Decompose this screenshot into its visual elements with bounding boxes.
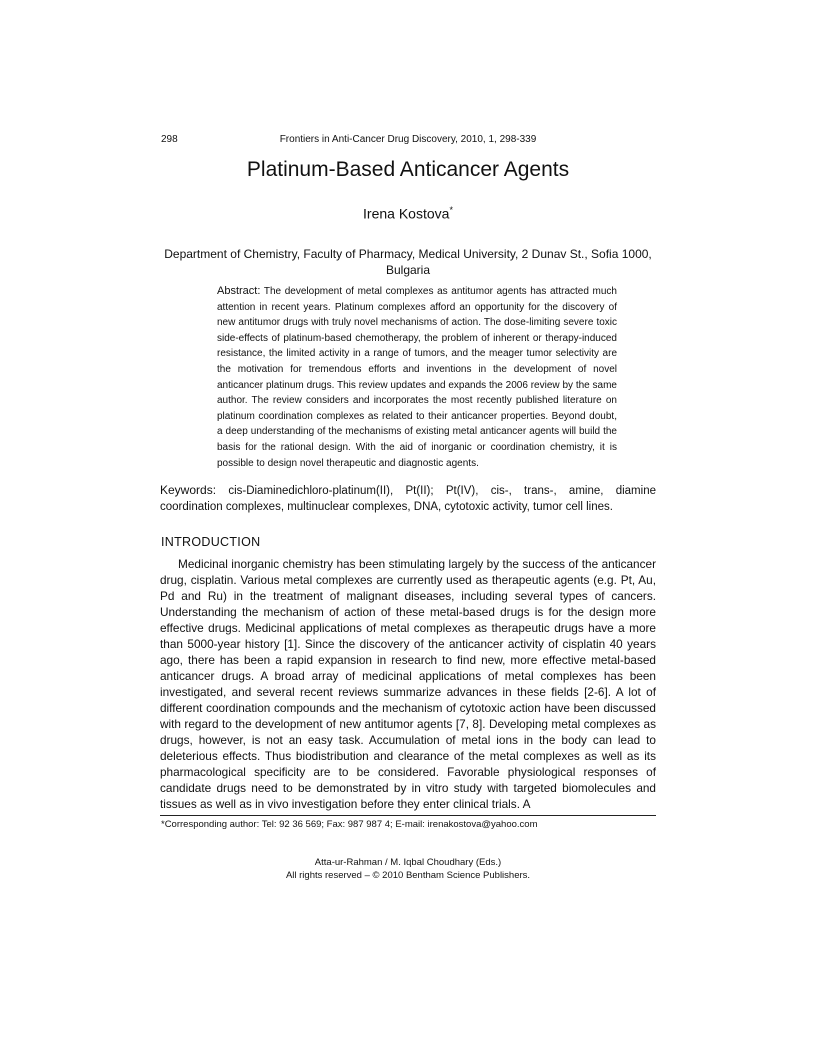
abstract-label: Abstract: <box>217 285 261 297</box>
footnote-divider <box>160 815 656 816</box>
article-title: Platinum-Based Anticancer Agents <box>246 158 570 181</box>
corresponding-author-footnote: *Corresponding author: Tel: 92 36 569; Fax: 987 987 4; E-mail: irenakostova@yahoo.com <box>161 819 538 830</box>
section-heading-introduction: INTRODUCTION <box>161 535 261 549</box>
corresponding-author-mark: * <box>449 205 453 215</box>
abstract-text: The development of metal complexes as antitumor agents has attracted much attention in recent years. Platinum complexes afford an opportunity for the discovery of new antitumor drugs with truly novel mechanisms of action. The dose-limiting severe toxic side-effects of platinum-based chemotherapy, the problem of inherent or therapy-induced resistance, the limited activity in a range of tumors, and the meager tumor selectivity are the motivation for tremendous efforts and inventions in the development of novel anticancer platinum drugs. This review updates and expands the 2006 review by the same author. The review considers and incorporates the most recently published literature on platinum coordination complexes as related to their anticancer properties. Beyond doubt, a deep understanding of the mechanisms of existing metal anticancer agents will build the basis for the rational design. With the aid of inorganic or coordination chemistry, it is possible to design novel therapeutic and diagnostic agents. <box>217 286 617 469</box>
editors-line: Atta-ur-Rahman / M. Iqbal Choudhary (Eds.) <box>314 857 502 868</box>
keywords <box>160 482 656 515</box>
page-number: 298 <box>161 134 178 145</box>
copyright-line: All rights reserved – © 2010 Bentham Science Publishers. <box>285 870 531 881</box>
author-affiliation: Department of Chemistry, Faculty of Pharmacy, Medical University, 2 Dunav St., Sofia 1000, Bulgaria <box>164 247 652 277</box>
journal-running-head: Frontiers in Anti-Cancer Drug Discovery, 2010, 1, 298-339 <box>279 134 537 145</box>
introduction-paragraph: Medicinal inorganic chemistry has been stimulating largely by the success of the anticancer drug, cisplatin. Various metal complexes are currently used as therapeutic agents (e.g. Pt, Au, Pd and Ru) in the treatment of malignant diseases, including several types of cancers. Understanding the mechanism of action of these metal-based drugs is for the design more effective drugs. Medicinal applications of metal complexes as therapeutic drugs have a more than 5000-year history [1]. Since the discovery of the anticancer activity of cisplatin 40 years ago, there has been a rapid expansion in research to find new, more effective metal-based anticancer drugs. A broad array of medicinal applications of metal complexes has been investigated, and several recent reviews summarize advances in these fields [2-6]. A lot of different coordination compounds and the mechanism of cytotoxic action have been discussed with regard to the development of new antitumor agents [7, 8]. Developing metal complexes as drugs, however, is not an easy task. Accumulation of metal ions in the body can lead to deleterious effects. Thus biodistribution and clearance of the metal complexes as well as its pharmacological specificity are to be considered. Favorable physiological responses of candidate drugs need to be demonstrated by in vitro study with targeted biomolecules and tissues as well as in vivo investigation before they enter clinical trials. A <box>160 557 656 811</box>
keywords-text: cis-Diaminedichloro-platinum(II), Pt(II); Pt(IV), cis-, trans-, amine, diamine coordination complexes, multinuclear complexes, DNA, cytotoxic activity, tumor cell lines. <box>160 485 656 513</box>
author-line <box>160 205 656 222</box>
keywords-label: Keywords: <box>160 483 217 497</box>
book-footer <box>160 856 656 882</box>
abstract <box>217 284 617 471</box>
author-name: Irena Kostova <box>363 205 450 222</box>
